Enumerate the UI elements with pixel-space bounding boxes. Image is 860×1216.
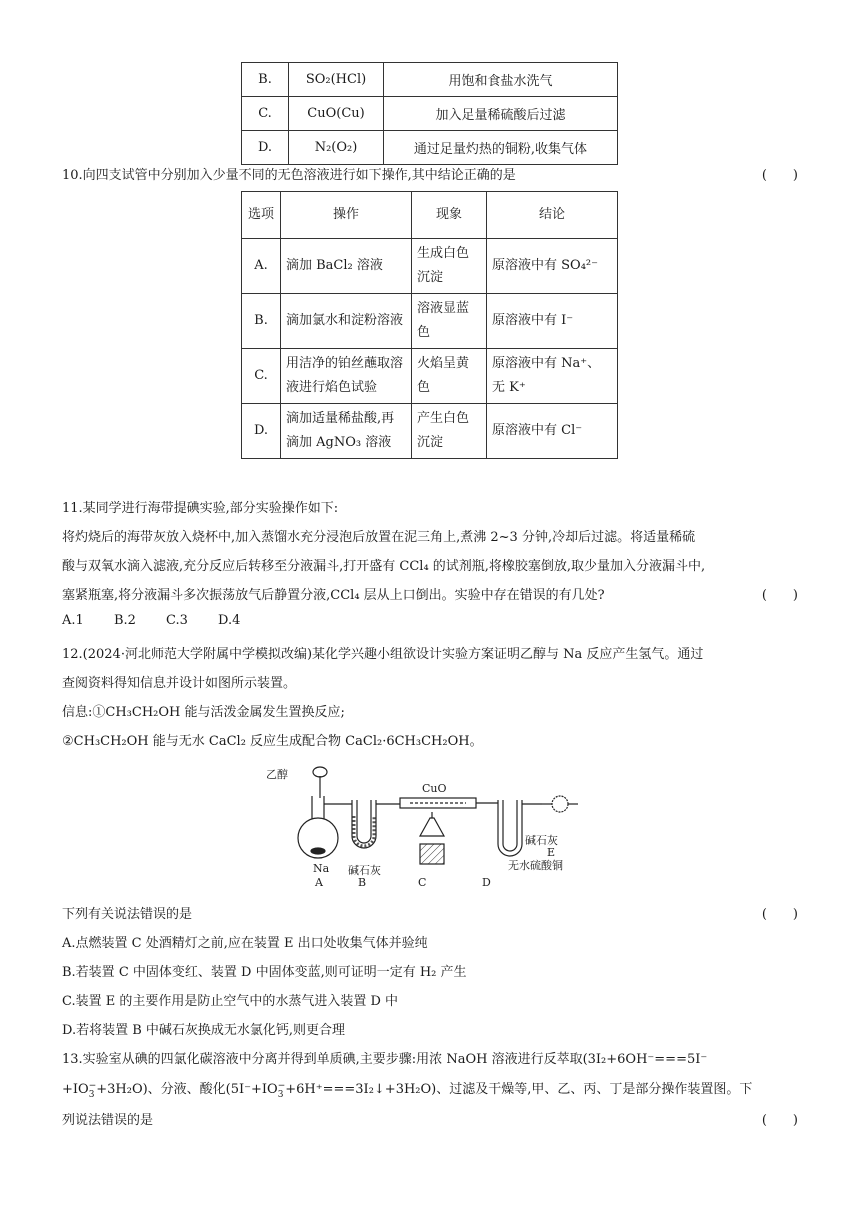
- table-row: [242, 349, 618, 404]
- cell-substance: CuO(Cu): [289, 97, 384, 131]
- cell-operation: 用洁净的铂丝蘸取溶液进行焰色试验: [281, 349, 412, 404]
- q11-answer-paren: ( ): [761, 588, 798, 603]
- q13-line2-part-a: +IO: [62, 1082, 89, 1097]
- q12-info-1: 信息:①CH₃CH₂OH 能与活泼金属发生置换反应;: [62, 705, 345, 720]
- header-phenomenon: 现象: [412, 192, 487, 239]
- table-row: [242, 97, 618, 131]
- q11-option-b: B.2: [114, 613, 136, 628]
- cell-operation: 滴加 BaCl₂ 溶液: [281, 239, 412, 294]
- table-header-row: [242, 192, 618, 239]
- cell-option: B.: [242, 294, 281, 349]
- cell-option: C.: [242, 349, 281, 404]
- cell-method: 通过足量灼热的铜粉,收集气体: [384, 131, 618, 165]
- q11-body-line2: 酸与双氧水滴入滤液,充分反应后转移至分液漏斗,打开盛有 CCl₄ 的试剂瓶,将橡胶塞倒放,取少量加入分液漏斗中,: [62, 559, 706, 574]
- label-e: E: [547, 846, 556, 859]
- cell-phenomenon: 产生白色沉淀: [412, 404, 487, 459]
- q13-line2: [62, 1078, 798, 1100]
- label-a: A: [315, 876, 323, 889]
- subscript-3: 3: [277, 1090, 284, 1100]
- cell-phenomenon: 生成白色沉淀: [412, 239, 487, 294]
- q11-option-d: D.4: [218, 613, 241, 628]
- subscript-3: 3: [88, 1090, 95, 1100]
- label-b: B: [358, 876, 367, 889]
- u-tube-b: [352, 800, 400, 848]
- cell-phenomenon: 火焰呈黄色: [412, 349, 487, 404]
- table-q10: [241, 191, 618, 459]
- table-row: [242, 131, 618, 165]
- q13-answer-paren: ( ): [761, 1113, 798, 1128]
- q11-body-line3: 塞紧瓶塞,将分液漏斗多次振荡放气后静置分液,CCl₄ 层从上口倒出。实验中存在错误的有几处?: [62, 588, 605, 603]
- cell-substance: SO₂(HCl): [289, 63, 384, 97]
- q12-question: 下列有关说法错误的是: [62, 907, 193, 922]
- cell-conclusion: 原溶液中有 Na⁺、无 K⁺: [487, 349, 618, 404]
- cell-method: 加入足量稀硫酸后过滤: [384, 97, 618, 131]
- apparatus-diagram: [260, 756, 590, 892]
- table-row: [242, 239, 618, 294]
- cell-method: 用饱和食盐水洗气: [384, 63, 618, 97]
- cell-option: B.: [242, 63, 289, 97]
- flask-a: [298, 767, 352, 858]
- q13-line1: 13.实验室从碘的四氯化碳溶液中分离并得到单质碘,主要步骤:用浓 NaOH 溶液进行反萃取(3I₂+6OH⁻===5I⁻: [62, 1052, 708, 1067]
- q13-line2-part-b: +3H₂O)、分液、酸化(5I⁻+IO: [96, 1082, 278, 1097]
- q11-stem: 11.某同学进行海带提碘实验,部分实验操作如下:: [62, 501, 339, 516]
- cell-option: A.: [242, 239, 281, 294]
- table-row: [242, 404, 618, 459]
- q10-stem: 10.向四支试管中分别加入少量不同的无色溶液进行如下操作,其中结论正确的是: [62, 168, 516, 183]
- charge-minus: −: [277, 1081, 286, 1091]
- charge-minus: −: [88, 1081, 97, 1091]
- q12-stem-line2: 查阅资料得知信息并设计如图所示装置。: [62, 676, 297, 691]
- drying-tube-e: [542, 796, 578, 812]
- q12-stem-line1: 12.(2024·河北师范大学附属中学模拟改编)某化学兴趣小组欲设计实验方案证明乙醇与 Na 反应产生氢气。通过: [62, 647, 704, 662]
- label-soda-lime-e: 碱石灰: [525, 834, 558, 847]
- cell-option: C.: [242, 97, 289, 131]
- q11-body-line1: 将灼烧后的海带灰放入烧杯中,加入蒸馏水充分浸泡后放置在泥三角上,煮沸 2~3 分钟,冷却后过滤。将适量稀硫: [62, 530, 696, 545]
- q12-option-b: B.若装置 C 中固体变红、装置 D 中固体变蓝,则可证明一定有 H₂ 产生: [62, 965, 467, 980]
- cell-conclusion: 原溶液中有 Cl⁻: [487, 404, 618, 459]
- table-row: [242, 294, 618, 349]
- cell-conclusion: 原溶液中有 I⁻: [487, 294, 618, 349]
- q13-line2-part-c: +6H⁺===3I₂↓+3H₂O)、过滤及干燥等,甲、乙、丙、丁是部分操作装置图。下: [285, 1082, 753, 1097]
- q11-option-c: C.3: [166, 613, 188, 628]
- label-soda-lime-b: 碱石灰: [348, 864, 381, 877]
- label-anhydrous-cuso4: 无水硫酸铜: [508, 859, 563, 872]
- cell-phenomenon: 溶液显蓝色: [412, 294, 487, 349]
- q12-info-2: ②CH₃CH₂OH 能与无水 CaCl₂ 反应生成配合物 CaCl₂·6CH₃CH₂OH。: [62, 734, 483, 749]
- table-row: [242, 63, 618, 97]
- label-ethanol: 乙醇: [266, 768, 288, 781]
- label-d: D: [482, 876, 491, 889]
- cell-option: D.: [242, 131, 289, 165]
- q10-answer-paren: ( ): [761, 168, 798, 183]
- q12-option-a: A.点燃装置 C 处酒精灯之前,应在装置 E 出口处收集气体并验纯: [62, 936, 428, 951]
- header-option: 选项: [242, 192, 281, 239]
- cell-conclusion: 原溶液中有 SO₄²⁻: [487, 239, 618, 294]
- label-na: Na: [313, 862, 330, 875]
- label-c: C: [418, 876, 427, 889]
- cell-operation: 滴加适量稀盐酸,再滴加 AgNO₃ 溶液: [281, 404, 412, 459]
- q12-option-d: D.若将装置 B 中碱石灰换成无水氯化钙,则更合理: [62, 1023, 346, 1038]
- table-impurity-removal: [241, 62, 618, 165]
- q12-option-c: C.装置 E 的主要作用是防止空气中的水蒸气进入装置 D 中: [62, 994, 399, 1009]
- q11-option-a: A.1: [62, 613, 84, 628]
- cell-operation: 滴加氯水和淀粉溶液: [281, 294, 412, 349]
- cell-substance: N₂(O₂): [289, 131, 384, 165]
- u-tube-d: [498, 800, 542, 856]
- label-cuo: CuO: [422, 782, 447, 795]
- cell-option: D.: [242, 404, 281, 459]
- heating-tube-c: [400, 798, 498, 864]
- header-operation: 操作: [281, 192, 412, 239]
- header-conclusion: 结论: [487, 192, 618, 239]
- q12-answer-paren: ( ): [761, 907, 798, 922]
- q13-line3: 列说法错误的是: [62, 1113, 154, 1128]
